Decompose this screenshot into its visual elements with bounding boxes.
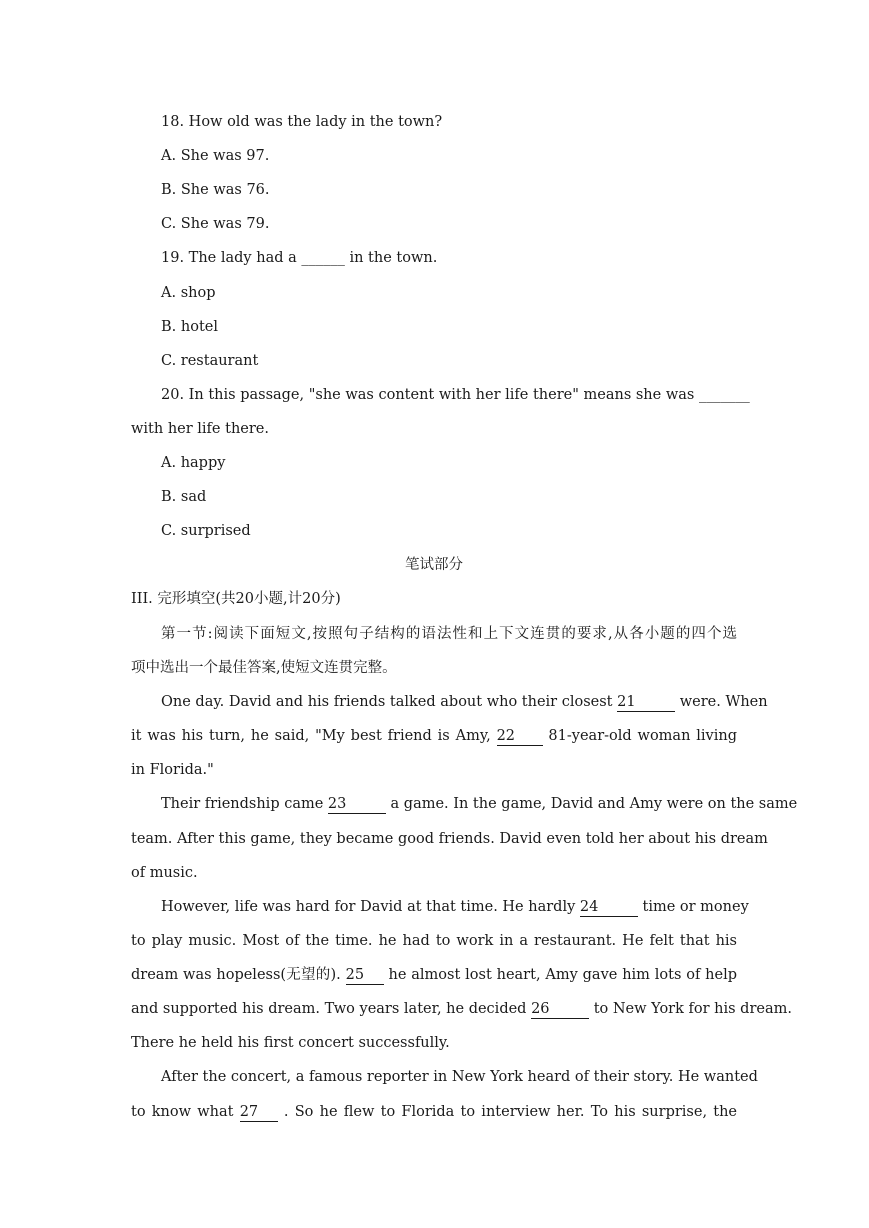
passage-text: he almost lost heart, Amy gave him lots of help (388, 967, 738, 983)
passage-text: . So he flew to Florida to interview her. To his surprise, the (283, 1104, 738, 1120)
q19-option-b: B. hotel (161, 319, 218, 335)
passage-p1-line1 (161, 692, 768, 712)
instruction-line1: 第一节:阅读下面短文,按照句子结构的语法性和上下文连贯的要求,从各小题的四个选 (161, 626, 737, 642)
blank-23: 23 (328, 795, 386, 814)
passage-text: it was his turn, he said, "My best friend is Amy, (131, 728, 491, 744)
part-title: 笔试部分 (405, 557, 463, 573)
passage-text: dream was hopeless(无望的). (131, 967, 341, 983)
question-18: 18. How old was the lady in the town? (161, 114, 443, 130)
blank-26: 26 (531, 1000, 589, 1019)
q20-option-a: A. happy (161, 455, 226, 471)
question-20-line2: with her life there. (131, 421, 269, 437)
passage-p3-line3 (131, 965, 737, 985)
passage-text: were. When (679, 694, 768, 710)
passage-text: and supported his dream. Two years later, he decided (131, 1001, 527, 1017)
blank-25: 25 (346, 966, 384, 985)
q20-option-b: B. sad (161, 489, 207, 505)
blank-21: 21 (617, 693, 675, 712)
instruction-line2: 项中选出一个最佳答案,使短文连贯完整。 (131, 660, 397, 676)
passage-p2-line2: team. After this game, they became good friends. David even told her about his dream (131, 831, 768, 847)
passage-p3-line1 (161, 897, 749, 917)
passage-p3-line4 (131, 999, 792, 1019)
passage-p4-line1: After the concert, a famous reporter in New York heard of their story. He wanted (161, 1069, 758, 1085)
passage-p3-line2: to play music. Most of the time. he had to work in a restaurant. He felt that his (131, 933, 737, 949)
passage-p1-line2 (131, 726, 737, 746)
q20-option-c: C. surprised (161, 523, 251, 539)
passage-text: a game. In the game, David and Amy were on the same (390, 796, 798, 812)
passage-p2-line3: of music. (131, 865, 198, 881)
passage-text: Their friendship came (161, 796, 324, 812)
passage-text: time or money (642, 899, 749, 915)
passage-text: to New York for his dream. (593, 1001, 792, 1017)
passage-text: 81-year-old woman living (548, 728, 737, 744)
passage-p4-line2 (131, 1102, 737, 1122)
question-20-line1: 20. In this passage, "she was content with her life there" means she was _______ (161, 387, 750, 403)
passage-p1-line3: in Florida." (131, 762, 214, 778)
q18-option-a: A. She was 97. (161, 148, 270, 164)
q19-option-c: C. restaurant (161, 353, 259, 369)
passage-text: One day. David and his friends talked about who their closest (161, 694, 613, 710)
question-19: 19. The lady had a ______ in the town. (161, 250, 438, 266)
passage-text: However, life was hard for David at that time. He hardly (161, 899, 576, 915)
passage-p3-line5: There he held his first concert successfully. (131, 1035, 450, 1051)
blank-22: 22 (497, 727, 543, 746)
passage-p2-line1 (161, 794, 798, 814)
q18-option-b: B. She was 76. (161, 182, 270, 198)
q18-option-c: C. She was 79. (161, 216, 270, 232)
q19-option-a: A. shop (161, 285, 216, 301)
blank-27: 27 (240, 1103, 278, 1122)
section-title: III. 完形填空(共20小题,计20分) (131, 591, 341, 607)
blank-24: 24 (580, 898, 638, 917)
passage-text: to know what (131, 1104, 234, 1120)
